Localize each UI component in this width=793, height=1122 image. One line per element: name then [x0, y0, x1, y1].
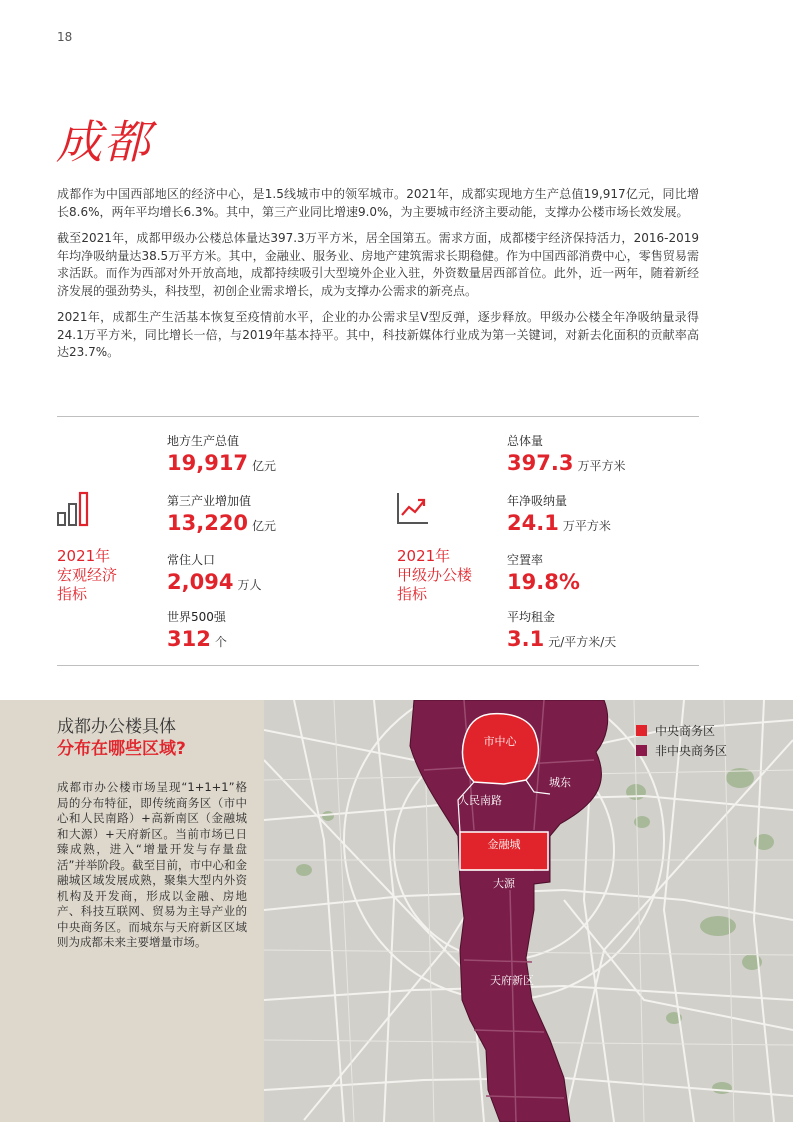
bar-chart-icon	[57, 491, 89, 527]
stat-value: 397.3	[507, 451, 574, 475]
distribution-text: 成都市办公楼市场呈现“1+1+1”格局的分布特征，即传统商务区（市中心和人民南路）+高新南区（金融城和大源）+天府新区。当前市场已日臻成熟，进入“增量开发与存量盘活”并举阶段。截至目前，市中心和金融城区域发展成熟，聚集大型内外资机构及开发商，形成以金融、房地产、科技互联网、贸易为主导产业的中央商务区。而城东与天府新区区域则为成都未来主要增量市场。	[57, 780, 247, 949]
macro-title-line: 宏观经济	[57, 566, 118, 584]
intro-paragraph: 截至2021年，成都甲级办公楼总体量达397.3万平方米，居全国第五。需求方面，成都楼宇经济保持活力，2016-2019年均净吸纳量达38.5万平方米。其中，金融业、服务业、房地产建筑需求长期稳健。作为中国西部消费中心，零售贸易需求活跃。而作为西部对外开放高地，成都持续吸引大型境外企业入驻，外资数量居西部首位。此外，近一两年，随着新经济发展的强劲势头，科技型，初创企业需求增长，成为支撑办公需求的新亮点。	[57, 231, 699, 298]
label-dayuan: 大源	[493, 877, 515, 890]
distribution-heading: 成都办公楼具体	[57, 717, 176, 737]
stat-value: 2,094	[167, 570, 234, 594]
map-legend	[636, 720, 727, 760]
legend-item-non-cbd	[636, 740, 727, 760]
district-map	[264, 700, 793, 1122]
stat-label: 空置率	[507, 553, 544, 567]
stat-label: 总体量	[507, 434, 544, 448]
stat-avg-rent	[507, 609, 616, 655]
stat-unit: 个	[214, 635, 227, 649]
stat-unit: 亿元	[252, 519, 277, 533]
stat-label: 平均租金	[507, 610, 556, 624]
stat-unit: 万人	[237, 578, 262, 592]
office-title-line: 2021年	[397, 547, 451, 565]
stat-population	[167, 552, 261, 598]
stat-value: 24.1	[507, 511, 559, 535]
stat-net-absorption	[507, 493, 611, 539]
stat-unit: 元/平方米/天	[548, 635, 617, 649]
intro-paragraph: 成都作为中国西部地区的经济中心，是1.5线城市中的领军城市。2021年，成都实现地方生产总值19,917亿元，同比增长8.6%，两年平均增长6.3%。其中，第三产业同比增速9.0%，为主要城市经济主要动能，支撑办公楼市场长效发展。	[57, 187, 699, 219]
office-title-line: 甲级办公楼	[397, 566, 473, 584]
legend-swatch-non-cbd	[636, 745, 647, 756]
macro-title-line: 2021年	[57, 547, 111, 565]
label-chengdong: 城东	[549, 776, 571, 789]
stat-gdp	[167, 433, 276, 479]
stat-total-stock	[507, 433, 625, 479]
macro-title	[57, 547, 117, 604]
stat-value: 19.8%	[507, 570, 580, 594]
stat-tertiary	[167, 493, 276, 539]
trend-up-icon	[396, 491, 430, 525]
label-city-center: 市中心	[483, 735, 517, 748]
distribution-panel	[0, 700, 264, 1122]
stat-value: 3.1	[507, 627, 545, 651]
label-tianfu: 天府新区	[490, 974, 534, 987]
label-finance-city: 金融城	[487, 838, 521, 851]
stat-value: 312	[167, 627, 211, 651]
label-renmin-south: 人民南路	[458, 794, 502, 807]
key-indicators-panel	[57, 416, 699, 666]
stat-fortune500	[167, 609, 227, 655]
stat-unit: 亿元	[252, 459, 277, 473]
page-number: 18	[57, 30, 73, 44]
stat-label: 第三产业增加值	[167, 494, 252, 508]
stat-label: 世界500强	[167, 610, 226, 624]
stat-unit: 万平方米	[562, 519, 611, 533]
city-title: 成都	[56, 115, 152, 169]
macro-title-line: 指标	[57, 585, 88, 603]
legend-swatch-cbd	[636, 725, 647, 736]
stat-label: 地方生产总值	[167, 434, 240, 448]
legend-label: 非中央商务区	[655, 743, 728, 758]
office-title-line: 指标	[397, 585, 428, 603]
stat-label: 常住人口	[167, 553, 216, 567]
stat-label: 年净吸纳量	[507, 494, 568, 508]
stat-unit: 万平方米	[577, 459, 626, 473]
legend-label: 中央商务区	[655, 723, 716, 738]
intro-text	[57, 186, 699, 371]
stat-value: 19,917	[167, 451, 249, 475]
office-title	[397, 547, 472, 604]
intro-paragraph: 2021年，成都生产生活基本恢复至疫情前水平，企业的办公需求呈V型反弹，逐步释放。甲级办公楼全年净吸纳量录得24.1万平方米，同比增长一倍，与2019年基本持平。其中，科技新媒体行业成为第一关键词，对新去化面积的贡献率高达23.7%。	[57, 310, 699, 359]
legend-item-cbd	[636, 720, 727, 740]
distribution-section	[0, 700, 793, 1122]
stat-vacancy	[507, 552, 580, 597]
cbd-city-center	[462, 714, 538, 784]
distribution-subheading: 分布在哪些区域?	[57, 739, 186, 759]
stat-value: 13,220	[167, 511, 249, 535]
